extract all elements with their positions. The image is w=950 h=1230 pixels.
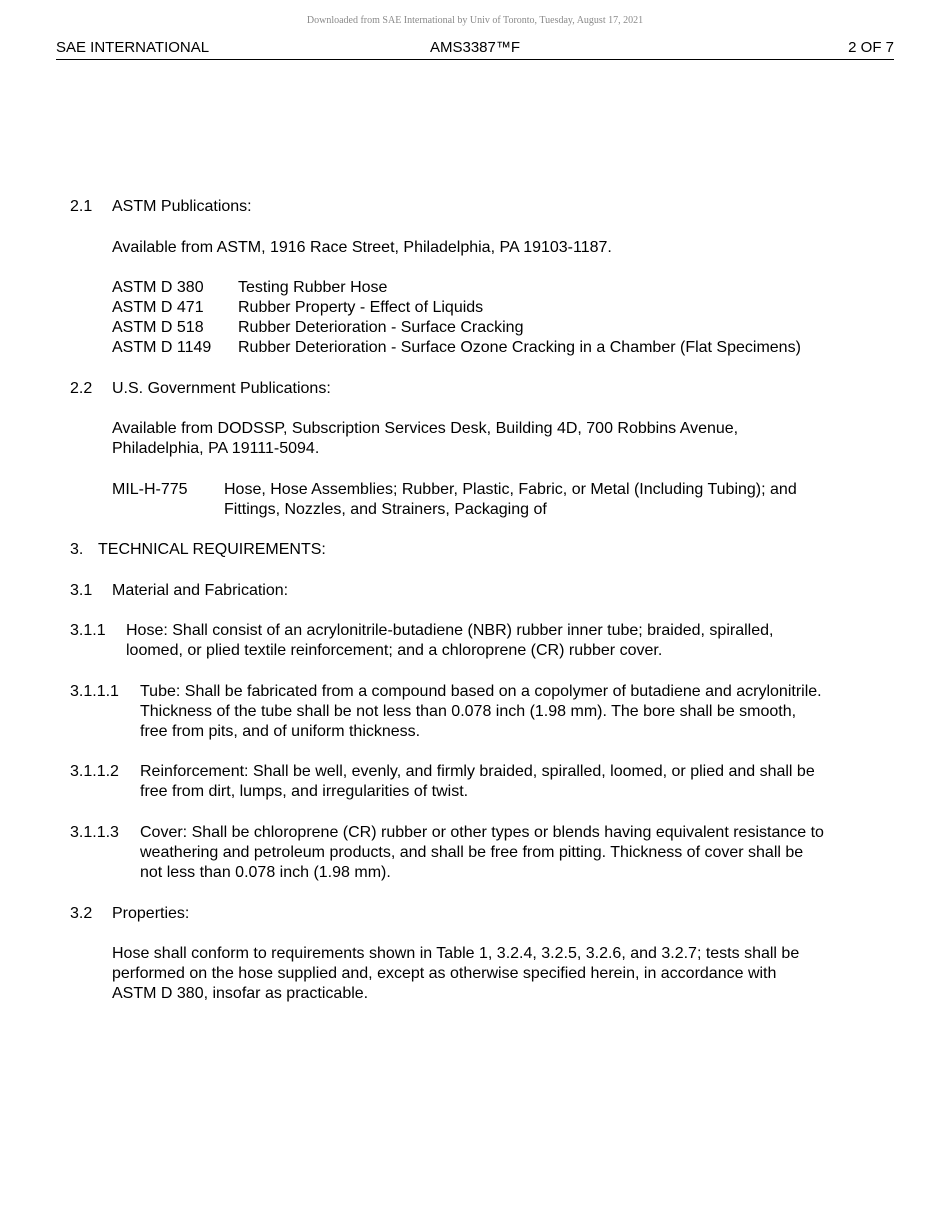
section-3-1-1-1-text: free from pits, and of uniform thickness.: [140, 723, 421, 740]
page-header: [56, 39, 894, 60]
section-3-1-1-1-text: Tube: Shall be fabricated from a compound based on a copolymer of butadiene and acrylonitrile.: [140, 683, 822, 700]
section-3-1-title: Material and Fabrication:: [112, 582, 289, 599]
section-3-1-number: 3.1: [70, 582, 93, 599]
section-3-2-number: 3.2: [70, 905, 93, 922]
section-3-1-1-text: loomed, or plied textile reinforcement; and a chloroprene (CR) rubber cover.: [126, 642, 663, 659]
section-2-2-number: 2.2: [70, 380, 93, 397]
reference-title: Rubber Deterioration - Surface Cracking: [238, 319, 524, 336]
section-3-title: TECHNICAL REQUIREMENTS:: [98, 541, 326, 558]
section-3-1-1-3-text: Cover: Shall be chloroprene (CR) rubber or other types or blends having equivalent resistance to: [140, 824, 824, 841]
download-watermark: Downloaded from SAE International by Univ of Toronto, Tuesday, August 17, 2021: [306, 15, 644, 26]
reference-code: ASTM D 380: [112, 279, 204, 296]
section-3-1-1-2-text: free from dirt, lumps, and irregularities of twist.: [140, 783, 469, 800]
reference-title-line: Hose, Hose Assemblies; Rubber, Plastic, Fabric, or Metal (Including Tubing); and: [224, 481, 797, 498]
reference-title-line: Fittings, Nozzles, and Strainers, Packaging of: [224, 501, 547, 518]
section-3-1-1-number: 3.1.1: [70, 622, 106, 639]
section-3-2-title: Properties:: [112, 905, 190, 922]
section-3-1-1-2-number: 3.1.1.2: [70, 763, 119, 780]
section-3-2-text: ASTM D 380, insofar as practicable.: [112, 985, 369, 1002]
section-3-2-text: performed on the hose supplied and, except as otherwise specified herein, in accordance with: [112, 965, 777, 982]
section-3-1-1-text: Hose: Shall consist of an acrylonitrile-butadiene (NBR) rubber inner tube; braided, spiralled,: [126, 622, 774, 639]
reference-title: Testing Rubber Hose: [238, 279, 388, 296]
section-3-1-1-1-number: 3.1.1.1: [70, 683, 119, 700]
section-2-2-availability-line: Philadelphia, PA 19111-5094.: [112, 440, 320, 457]
section-2-1-number: 2.1: [70, 198, 93, 215]
reference-code: MIL-H-775: [112, 481, 188, 498]
section-3-1-1-3-number: 3.1.1.3: [70, 824, 119, 841]
section-3-1-1-3-text: not less than 0.078 inch (1.98 mm).: [140, 864, 391, 881]
section-3-number: 3.: [70, 541, 84, 558]
reference-code: ASTM D 518: [112, 319, 204, 336]
header-document-number: AMS3387™F: [429, 39, 521, 56]
reference-title: Rubber Deterioration - Surface Ozone Cracking in a Chamber (Flat Specimens): [238, 339, 801, 356]
section-2-1-availability: Available from ASTM, 1916 Race Street, Philadelphia, PA 19103-1187.: [112, 239, 612, 256]
reference-code: ASTM D 471: [112, 299, 204, 316]
section-2-2-availability-line: Available from DODSSP, Subscription Services Desk, Building 4D, 700 Robbins Avenue,: [112, 420, 739, 437]
section-3-1-1-3-text: weathering and petroleum products, and shall be free from pitting. Thickness of cover shall be: [140, 844, 804, 861]
section-3-2-text: Hose shall conform to requirements shown in Table 1, 3.2.4, 3.2.5, 3.2.6, and 3.2.7; tests shall be: [112, 945, 800, 962]
header-page-number: 2 OF 7: [848, 39, 894, 56]
section-2-1-title: ASTM Publications:: [112, 198, 252, 215]
section-2-2-title: U.S. Government Publications:: [112, 380, 331, 397]
reference-code: ASTM D 1149: [112, 339, 212, 356]
section-3-1-1-2-text: Reinforcement: Shall be well, evenly, and firmly braided, spiralled, loomed, or plied and shall be: [140, 763, 815, 780]
section-3-1-1-1-text: Thickness of the tube shall be not less than 0.078 inch (1.98 mm). The bore shall be smooth,: [140, 703, 797, 720]
header-organization: SAE INTERNATIONAL: [56, 39, 210, 56]
reference-title: Rubber Property - Effect of Liquids: [238, 299, 484, 316]
